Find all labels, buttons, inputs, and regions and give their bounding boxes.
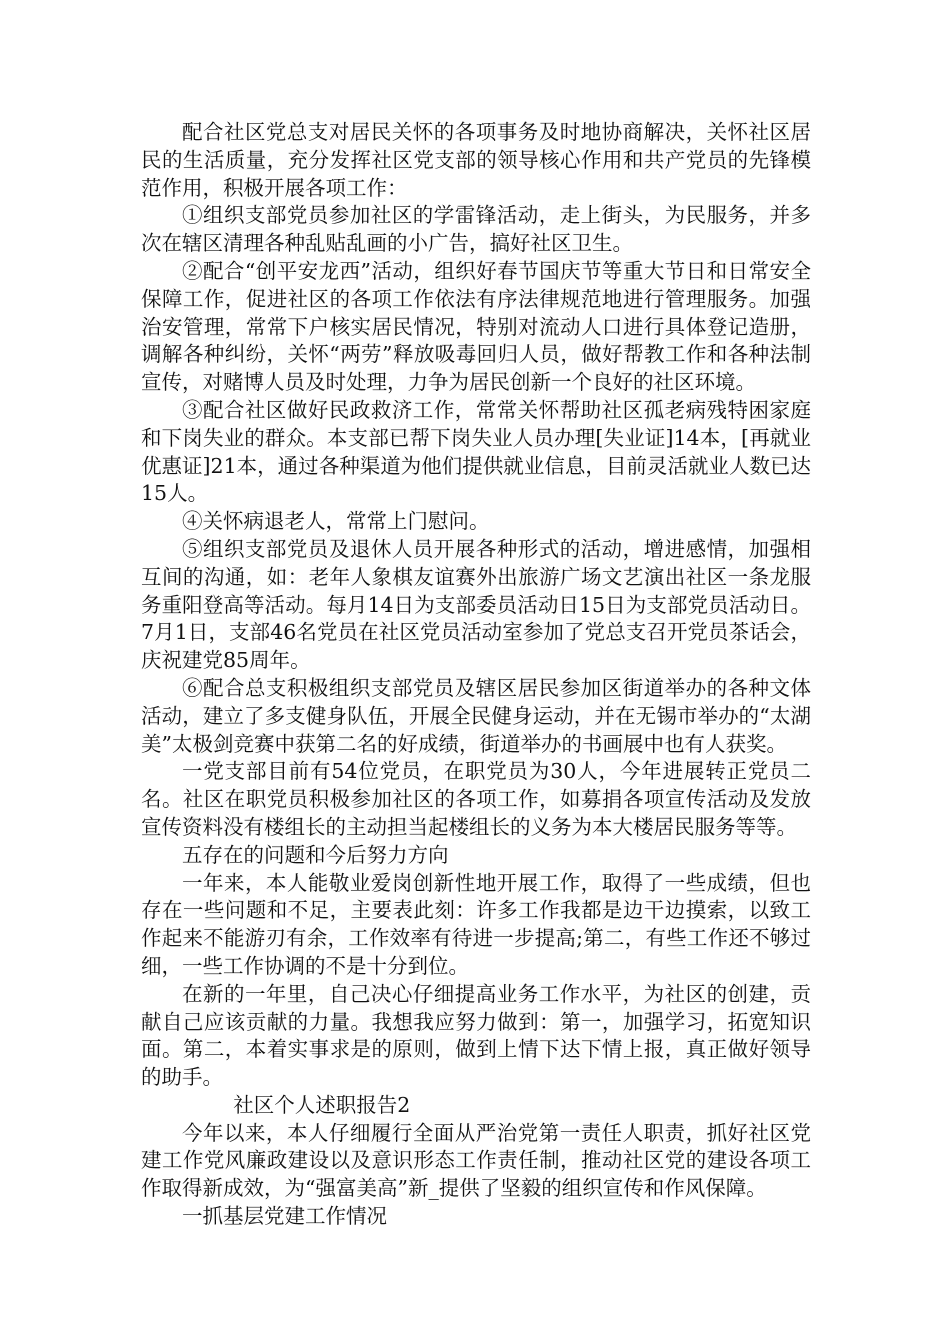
- paragraph-item-5: ⑤组织支部党员及退休人员开展各种形式的活动，增进感情，加强相互间的沟通，如：老年人象棋友谊赛外出旅游广场文艺演出社区一条龙服务重阳登高等活动。每月14日为支部委员活动日15日为支部党员活动日。7月1日，支部46名党员在社区党员活动室参加了党总支召开党员茶话会，庆祝建党85周年。: [141, 536, 811, 673]
- paragraph-intro: 配合社区党总支对居民关怀的各项事务及时地协商解决，关怀社区居民的生活质量，充分发挥社区党支部的领导核心作用和共产党员的先锋模范作用，积极开展各项工作：: [141, 120, 811, 200]
- paragraph-item-4: ④关怀病退老人，常常上门慰问。: [182, 509, 490, 534]
- paragraph-item-1: ①组织支部党员参加社区的学雷锋活动，走上街头，为民服务，并多次在辖区清理各种乱贴乱画的小广告，搞好社区卫生。: [141, 203, 811, 256]
- paragraph-item-3: ③配合社区做好民政救济工作，常常关怀帮助社区孤老病残特困家庭和下岗失业的群众。本支部已帮下岗失业人员办理[失业证]14本，[再就业优惠证]21本，通过各种渠道为他们提供就业信息，目前灵活就业人数已达15人。: [141, 397, 811, 506]
- paragraph-problems: 一年来，本人能敬业爱岗创新性地开展工作，取得了一些成绩，但也存在一些问题和不足，主要表此刻：许多工作我都是边干边摸索，以致工作起来不能游刃有余，工作效率有待进一步提高;第二，有些工作还不够过细，一些工作协调的不是十分到位。: [141, 870, 811, 978]
- paragraph-report-2-intro: 今年以来，本人仔细履行全面从严治党第一责任人职责，抓好社区党建工作党风廉政建设以及意识形态工作责任制，推动社区党的建设各项工作取得新成效，为“强富美高”新_提供了坚毅的组织宣传和作风保障。: [141, 1120, 811, 1201]
- heading-grassroots: 一抓基层党建工作情况: [182, 1204, 387, 1229]
- paragraph-new-year: 在新的一年里，自己决心仔细提高业务工作水平，为社区的创建，贡献自己应该贡献的力量。我想我应努力做到：第一，加强学习，拓宽知识面。第二，本着实事求是的原则，做到上情下达下情上报，真正做好领导的助手。: [141, 981, 811, 1090]
- document-body: [141, 119, 811, 1231]
- heading-problems: 五存在的问题和今后努力方向: [182, 842, 449, 867]
- paragraph-party-branch: 一党支部目前有54位党员，在职党员为30人，今年进展转正党员二名。社区在职党员积极参加社区的各项工作，如募捐各项宣传活动及发放宣传资料没有楼组长的主动担当起楼组长的义务为本大楼居民服务等等。: [141, 759, 811, 839]
- paragraph-item-6: ⑥配合总支积极组织支部党员及辖区居民参加区街道举办的各种文体活动，建立了多支健身队伍，开展全民健身运动，并在无锡市举办的“太湖美”太极剑竞赛中获第二名的好成绩，街道举办的书画展中也有人获奖。: [141, 675, 811, 756]
- section-title: 社区个人述职报告2: [233, 1092, 411, 1117]
- paragraph-item-2: ②配合“创平安龙西”活动，组织好春节国庆节等重大节日和日常安全保障工作，促进社区的各项工作依法有序法律规范地进行管理服务。加强治安管理，常常下户核实居民情况，特别对流动人口进行具体登记造册，调解各种纠纷，关怀“两劳”释放吸毒回归人员，做好帮教工作和各种法制宣传，对赌博人员及时处理，力争为居民创新一个良好的社区环境。: [141, 258, 811, 395]
